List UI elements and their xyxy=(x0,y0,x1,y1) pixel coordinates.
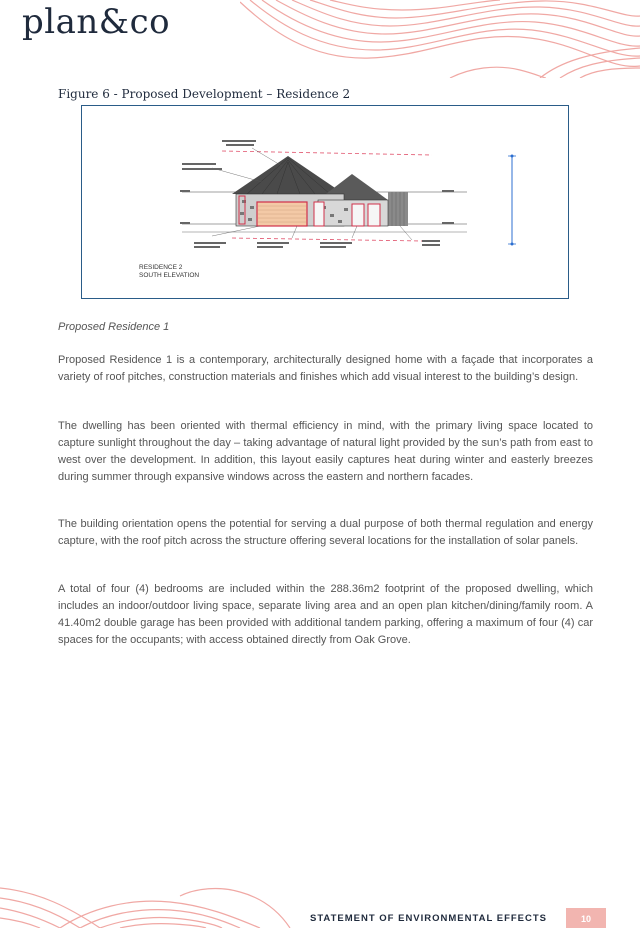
paragraph-4: A total of four (4) bedrooms are included within the 288.36m2 footprint of the proposed dwelling, which includes an indoor/outdoor living space, separate living area and an open plan kitchen/dining/family room. A 41.40m2 double garage has been provided with additional tandem parking, offering a maximum of four (4) car spaces for the occupants; with access obtained directly from Oak Grove. xyxy=(58,583,593,646)
section-title: Proposed Residence 1 xyxy=(58,321,170,333)
footer-title: STATEMENT OF ENVIRONMENTAL EFFECTS xyxy=(310,913,548,924)
elevation-label-subtitle: SOUTH ELEVATION xyxy=(139,272,200,279)
paragraph-2: The dwelling has been oriented with thermal efficiency in mind, with the primary living space located to capture sunlight throughout the day – taking advantage of natural light provided by the sun’s path from east to west over the development. In addition, this layout easily captures heat during winter and easterly breezes during summer through expansive windows across the eastern and northern facades. xyxy=(58,420,593,483)
paragraph-3: The building orientation opens the potential for serving a dual purpose of both thermal regulation and energy capture, with the roof pitch across the structure offering several locations for the installation of solar panels. xyxy=(58,518,593,547)
page-number: 10 xyxy=(566,908,606,928)
figure-caption: Figure 6 - Proposed Development – Residence 2 xyxy=(58,87,351,101)
company-logo: plan&co xyxy=(22,2,171,42)
elevation-label-title: RESIDENCE 2 xyxy=(139,264,183,271)
elevation-figure xyxy=(81,105,569,299)
contour-decoration-top xyxy=(240,0,640,78)
paragraph-1: Proposed Residence 1 is a contemporary, architecturally designed home with a façade that incorporates a variety of roof pitches, construction materials and finishes which add visual interest to the building’s design. xyxy=(58,354,593,383)
elevation-label xyxy=(139,264,199,280)
